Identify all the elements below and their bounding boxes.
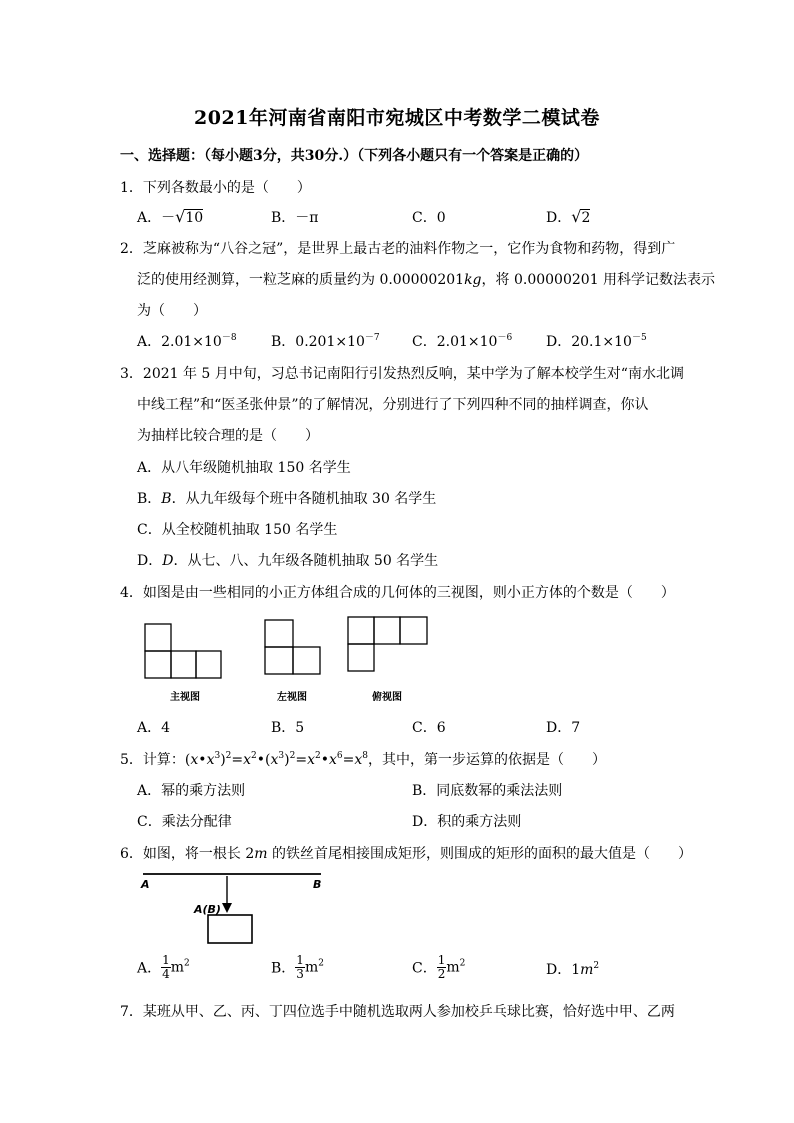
point-a-label: A [141,878,150,891]
q3-option-c: C．从全校随机抽取 150 名学生 [137,522,338,538]
q4-option-d: D．7 [546,720,581,736]
q3-option-b: B．B．从九年级每个班中各随机抽取 30 名学生 [137,491,437,507]
front-view-label: 主视图 [170,692,200,703]
arrow-head [222,903,232,913]
page-title: 2021年河南省南阳市宛城区中考数学二模试卷 [194,107,600,129]
q5-option-c: C．乘法分配律 [137,814,232,830]
top-view-label: 俯视图 [372,692,402,703]
q2-option-b: B．$0.201\times 10^{-7}$ [271,333,380,350]
question-4-stem: 4．如图是由一些相同的小正方体组合成的几何体的三视图，则小正方体的个数是（ ） [120,585,675,601]
q1-option-b: B．－π [271,210,319,226]
q4-option-a: A．4 [137,720,171,736]
left-view-label: 左视图 [277,692,307,703]
q6-option-d: D．$1m^2$ [546,961,600,978]
point-b-label: B [313,878,322,891]
q1-option-c: C．0 [412,210,446,226]
question-2-line-1: 2．芝麻被称为“八谷之冠”，是世界上最古老的油料作物之一，它作为食物和药物，得到广 [120,241,676,257]
question-2-line-3: 为（ ） [137,303,207,319]
q3-option-d: D．D．从七、八、九年级各随机抽取 50 名学生 [137,553,439,569]
rectangle-shape [208,915,252,943]
q1-option-d: D．√2 [546,207,591,226]
question-6-stem: 6．如图，将一根长 2m 的铁丝首尾相接围成矩形，则围成的矩形的面积的最大值是（ ） [120,846,692,862]
q2-option-a: A．$2.01\times 10^{-8}$ [137,333,237,350]
q1-option-a: A．－√10 [137,207,204,226]
question-3-line-1: 3．2021 年 5 月中旬，习总书记南阳行引发热烈反响，某中学为了解本校学生对“南水北调 [120,366,684,382]
point-ab-label: A(B) [194,903,221,916]
q2-option-c: C．$2.01\times 10^{-6}$ [412,333,513,350]
q5-option-d: D．积的乘方法则 [412,814,522,830]
q5-option-a: A．幂的乘方法则 [137,783,246,799]
q5-option-b: B．同底数幂的乘法法则 [412,783,563,799]
question-7-line-1: 7．某班从甲、乙、丙、丁四位选手中随机选取两人参加校乒乓球比赛，恰好选中甲、乙两 [120,1004,675,1020]
question-2-line-2: 泛的使用经测算，一粒芝麻的质量约为 0.00000201kg，将 0.00000201 用科学记数法表示 [137,272,716,288]
question-5-stem: 5．计算：$(x•x^3)^2=x^2•(x^3)^2=x^2•x^6=x^8$，其中，第一步运算的依据是（ ） [120,751,607,768]
q4-option-b: B．5 [271,720,305,736]
q2-option-d: D．$20.1\times 10^{-5}$ [546,333,647,350]
q3-option-a: A．从八年级随机抽取 150 名学生 [137,460,351,476]
q6-option-c: C． $\frac{1}{2}$ $m^2$ [412,953,466,981]
section-heading: 一、选择题：（每小题3分，共30分.）（下列各小题只有一个答案是正确的） [120,148,589,164]
question-3-line-3: 为抽样比较合理的是（ ） [137,428,319,444]
q6-option-a: A． $\frac{1}{4}$ $m^2$ [137,953,190,981]
q4-option-c: C．6 [412,720,446,736]
question-3-line-2: 中线工程”和“医圣张仲景”的了解情况，分别进行了下列四种不同的抽样调查，你认 [137,397,649,413]
question-1-stem: 1．下列各数最小的是（ ） [120,180,311,196]
q6-option-b: B． $\frac{1}{3}$ $m^2$ [271,953,324,981]
